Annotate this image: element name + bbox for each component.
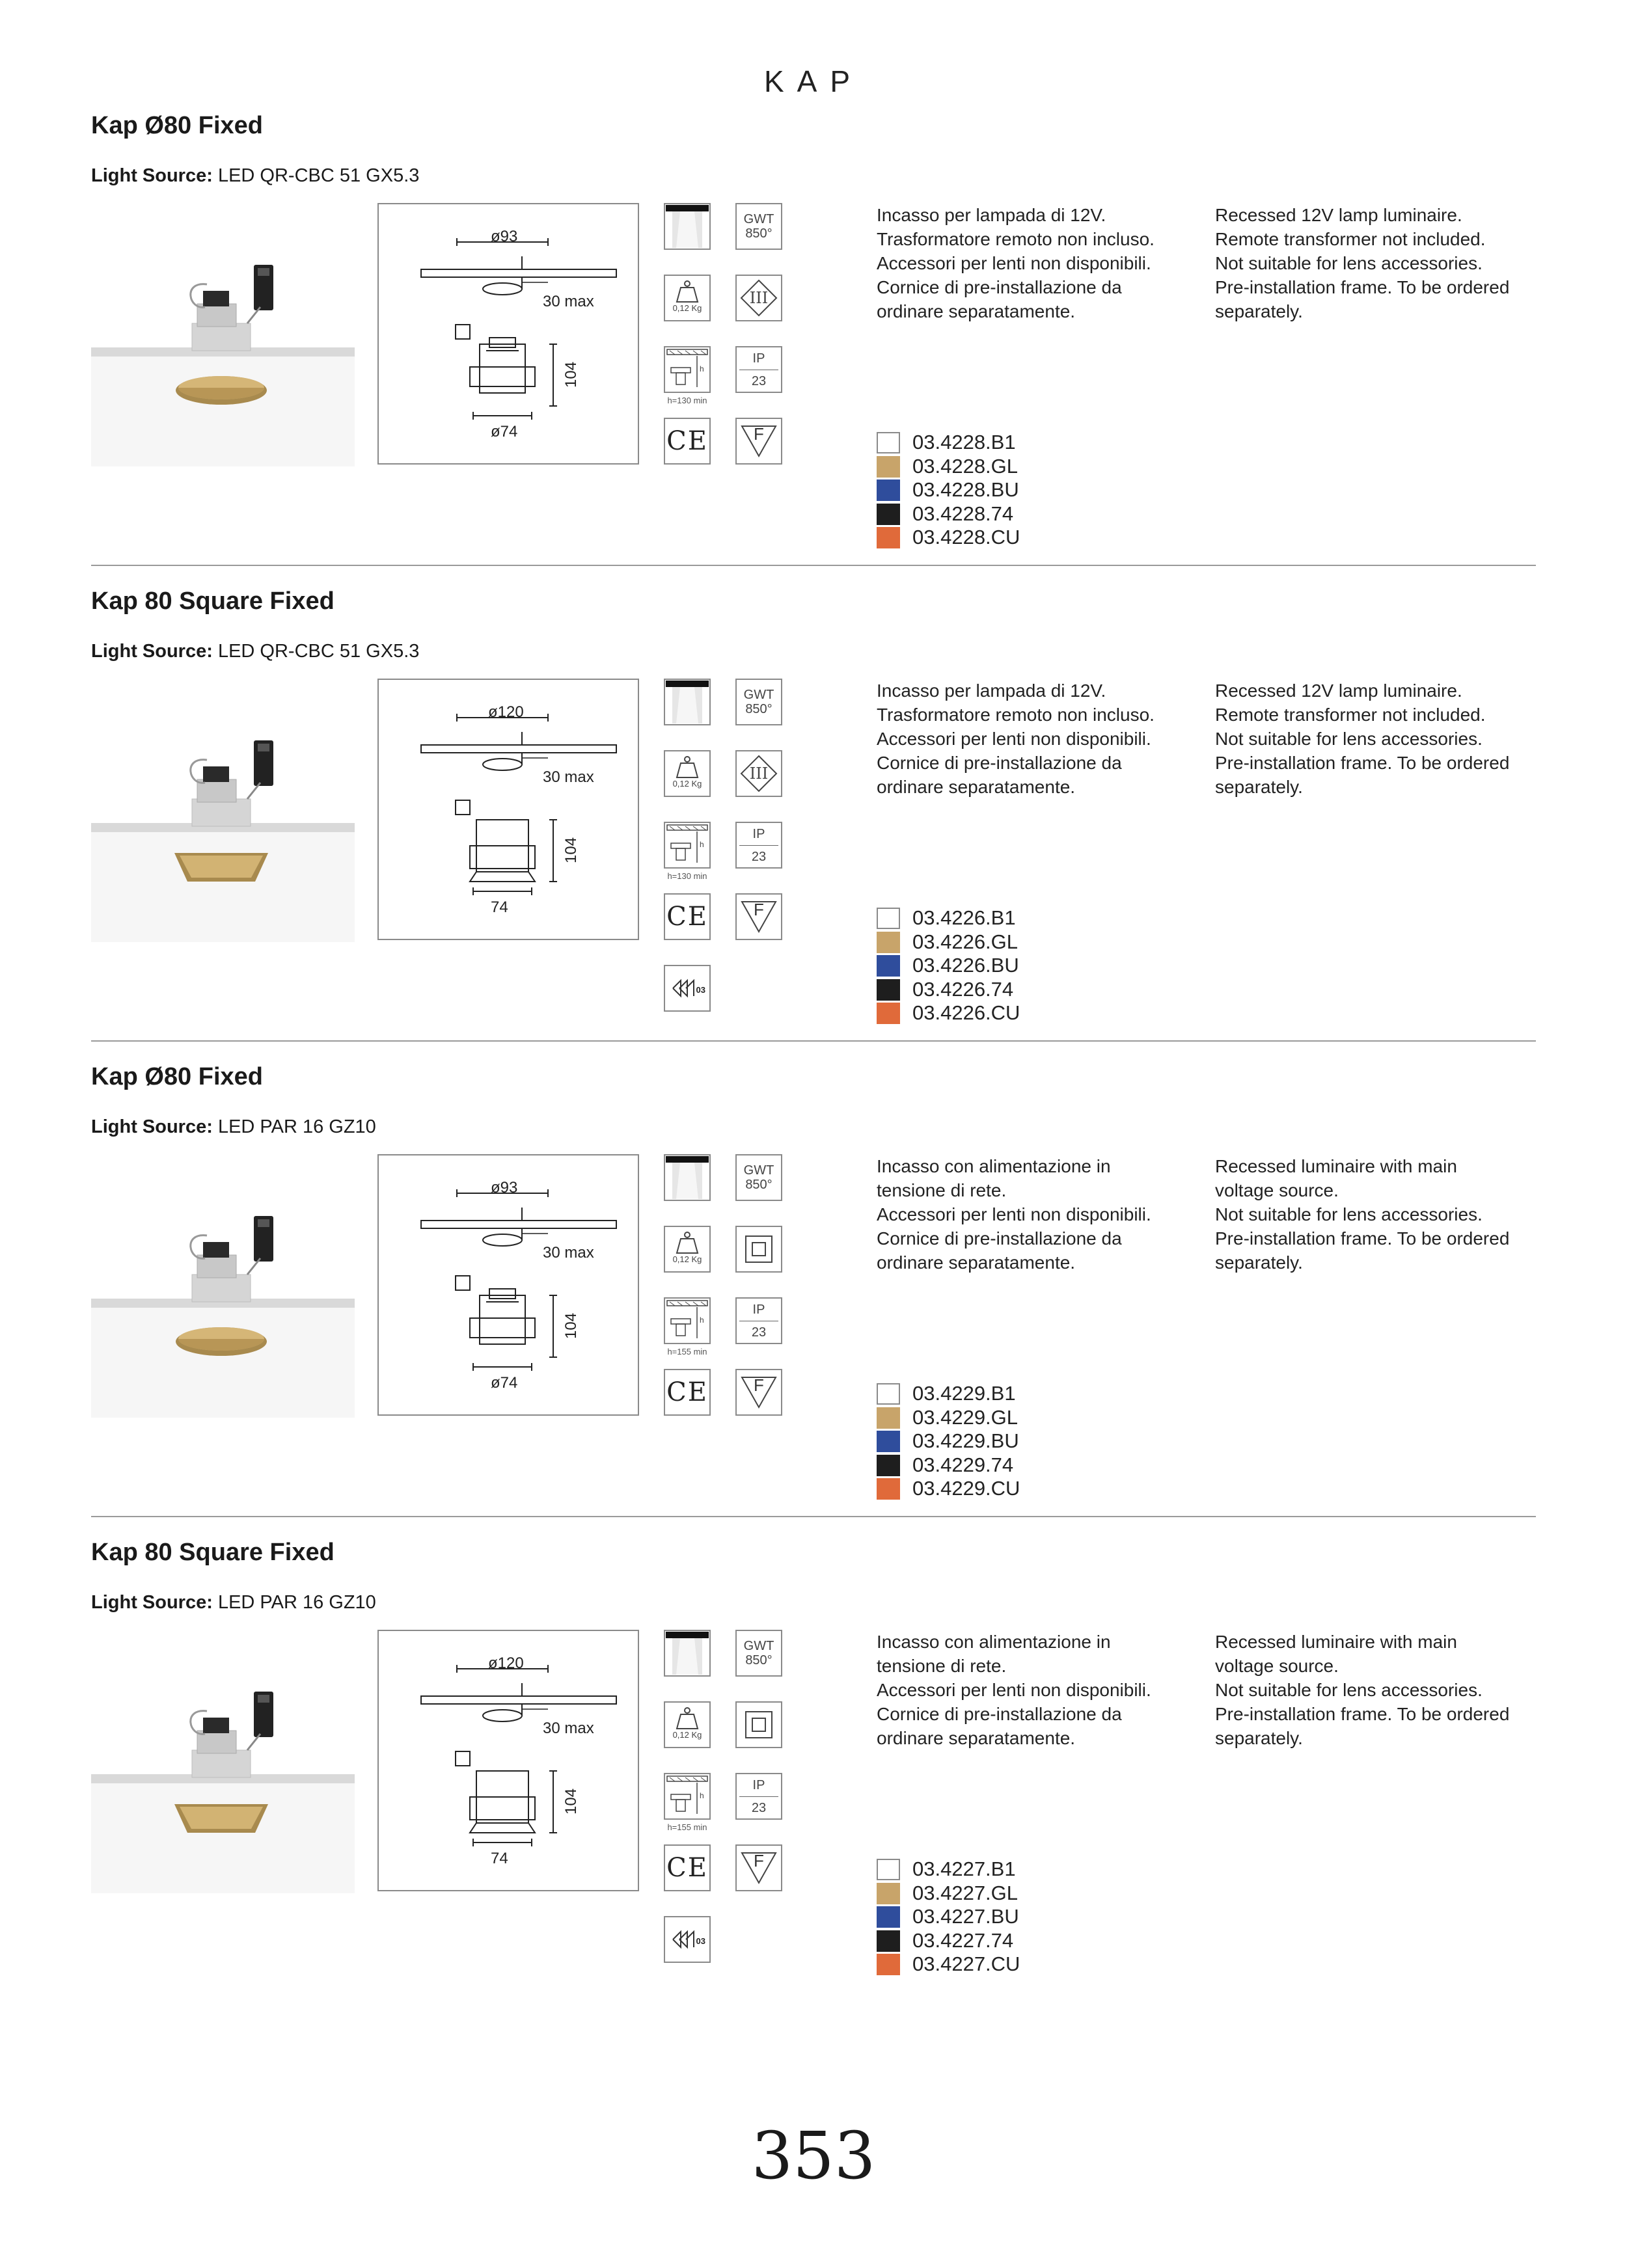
ip-label: IP <box>752 826 765 841</box>
ip-label: IP <box>752 351 765 366</box>
product-section <box>91 112 1536 587</box>
finish-swatch <box>877 932 900 953</box>
gwt-label: GWT <box>743 212 774 226</box>
technical-drawing <box>377 1630 639 1891</box>
svg-text:h: h <box>700 364 704 373</box>
finish-code: 03.4229.74 <box>912 1453 1014 1476</box>
weight-value: 0,12 Kg <box>672 779 702 789</box>
weight-icon <box>664 275 711 321</box>
ce-label: CE <box>666 1377 708 1407</box>
light-source <box>91 641 419 662</box>
finish-swatch <box>877 1455 900 1476</box>
finish-swatch <box>877 432 900 453</box>
light-source-label: Light Source: <box>91 641 213 662</box>
finish-code: 03.4226.74 <box>912 977 1014 1001</box>
gwt-temp: 850° <box>745 702 772 716</box>
gwt-temp: 850° <box>745 1178 772 1192</box>
f-label: F <box>754 424 764 444</box>
installation-height-icon <box>664 1297 711 1344</box>
finish-code: 03.4227.BU <box>912 1905 1019 1928</box>
light-source <box>91 1116 376 1138</box>
dim-height: 104 <box>562 361 580 388</box>
dim-bottom: ø74 <box>491 423 518 440</box>
product-title: Kap 80 Square Fixed <box>91 1539 335 1566</box>
description-italian: Incasso con alimentazione in tensione di rete. Accessori per lenti non disponibili. Cornice di pre-installazione da ordinare separatamente. <box>877 1156 1151 1273</box>
gwt-label: GWT <box>743 1163 774 1178</box>
dim-height: 104 <box>562 837 580 863</box>
beam-icon <box>664 203 711 250</box>
product-photo <box>91 1154 355 1418</box>
dim-top: ø93 <box>491 228 518 245</box>
finish-swatch <box>877 527 900 548</box>
finish-swatch <box>877 1883 900 1904</box>
weight-value: 0,12 Kg <box>672 303 702 313</box>
light-source <box>91 165 419 187</box>
dim-top: ø120 <box>488 1654 524 1672</box>
ip-rating-icon <box>735 346 782 393</box>
recycling-icon <box>664 1916 711 1963</box>
product-photo <box>91 203 355 466</box>
finish-code: 03.4228.B1 <box>912 431 1016 453</box>
class-label: III <box>749 289 769 307</box>
finish-swatch <box>877 1407 900 1429</box>
finish-code: 03.4227.GL <box>912 1881 1019 1904</box>
finish-swatch <box>877 1859 900 1880</box>
finish-code: 03.4226.BU <box>912 954 1019 977</box>
installation-height-icon <box>664 346 711 393</box>
beam-icon <box>664 1154 711 1201</box>
product-title: Kap Ø80 Fixed <box>91 112 263 139</box>
finish-swatch <box>877 908 900 929</box>
finish-code: 03.4227.CU <box>912 1952 1020 1975</box>
ip-value: 23 <box>739 370 778 388</box>
light-source-value: LED QR-CBC 51 GX5.3 <box>217 165 420 186</box>
light-source-value: LED PAR 16 GZ10 <box>217 1116 376 1137</box>
finish-code: 03.4228.BU <box>912 478 1019 501</box>
finish-code: 03.4228.74 <box>912 502 1014 525</box>
weight-icon <box>664 750 711 797</box>
min-height-caption: h=130 min <box>667 871 707 881</box>
brand-title: KAP <box>763 64 864 98</box>
description-italian: Incasso per lampada di 12V. Trasformatore remoto non incluso. Accessori per lenti non disponibili. Cornice di pre-installazione da ordinare separatamente. <box>877 681 1155 797</box>
product-title: Kap Ø80 Fixed <box>91 1063 263 1090</box>
gwt-icon <box>735 203 782 250</box>
dim-depth: 30 max <box>543 1244 594 1262</box>
dim-bottom: ø74 <box>491 1374 518 1392</box>
min-height-caption: h=155 min <box>667 1347 707 1357</box>
dim-depth: 30 max <box>543 768 594 786</box>
double-insulation-icon <box>735 1701 782 1748</box>
description-english: Recessed luminaire with main voltage source. Not suitable for lens accessories. Pre-installation frame. To be ordered separately. <box>1215 1632 1510 1748</box>
weight-value: 0,12 Kg <box>672 1254 702 1264</box>
product-section <box>91 1063 1536 1538</box>
ce-label: CE <box>666 902 708 932</box>
dim-top: ø93 <box>491 1179 518 1196</box>
finish-swatch <box>877 1383 900 1405</box>
technical-drawing <box>377 1154 639 1416</box>
description-english: Recessed luminaire with main voltage source. Not suitable for lens accessories. Pre-installation frame. To be ordered separately. <box>1215 1156 1510 1273</box>
section-divider <box>91 565 1536 566</box>
min-height-caption: h=155 min <box>667 1822 707 1832</box>
product-section <box>91 1539 1536 2014</box>
description-italian: Incasso con alimentazione in tensione di rete. Accessori per lenti non disponibili. Cornice di pre-installazione da ordinare separatamente. <box>877 1632 1151 1748</box>
weight-icon <box>664 1701 711 1748</box>
recycling-icon <box>664 965 711 1012</box>
description-italian: Incasso per lampada di 12V. Trasformatore remoto non incluso. Accessori per lenti non disponibili. Cornice di pre-installazione da ordinare separatamente. <box>877 205 1155 321</box>
finish-swatch <box>877 1906 900 1928</box>
finish-code: 03.4226.CU <box>912 1001 1020 1024</box>
finish-code: 03.4226.B1 <box>912 906 1016 929</box>
finish-swatch <box>877 1003 900 1024</box>
ce-mark-icon <box>664 1369 711 1416</box>
gwt-label: GWT <box>743 688 774 702</box>
gwt-icon <box>735 1630 782 1677</box>
gwt-temp: 850° <box>745 226 772 241</box>
finish-swatch <box>877 1478 900 1500</box>
class-label: III <box>749 764 769 783</box>
installation-height-icon <box>664 1773 711 1820</box>
finish-code: 03.4226.GL <box>912 930 1019 953</box>
finish-swatch <box>877 955 900 977</box>
beam-icon <box>664 679 711 725</box>
ce-mark-icon <box>664 418 711 465</box>
product-photo <box>91 1630 355 1893</box>
section-divider <box>91 1516 1536 1517</box>
light-source-label: Light Source: <box>91 1116 213 1137</box>
finish-swatch <box>877 1930 900 1952</box>
light-source-value: LED QR-CBC 51 GX5.3 <box>217 641 420 662</box>
recycling-label: 03 <box>696 985 705 995</box>
dim-height: 104 <box>562 1788 580 1815</box>
ip-rating-icon <box>735 1297 782 1344</box>
light-source <box>91 1592 376 1613</box>
dim-bottom: 74 <box>491 898 508 916</box>
product-photo <box>91 679 355 942</box>
finish-code: 03.4229.GL <box>912 1405 1019 1429</box>
beam-icon <box>664 1630 711 1677</box>
double-insulation-icon <box>735 1226 782 1273</box>
class-iii-icon <box>735 275 782 321</box>
ip-label: IP <box>752 1777 765 1792</box>
weight-value: 0,12 Kg <box>672 1730 702 1740</box>
ip-value: 23 <box>739 845 778 864</box>
ce-label: CE <box>666 1853 708 1883</box>
dim-depth: 30 max <box>543 1720 594 1737</box>
f-label: F <box>754 1851 764 1870</box>
ip-rating-icon <box>735 1773 782 1820</box>
gwt-temp: 850° <box>745 1653 772 1667</box>
f-mark-icon <box>735 1369 782 1416</box>
finish-swatch <box>877 456 900 478</box>
f-mark-icon <box>735 893 782 940</box>
dim-depth: 30 max <box>543 293 594 310</box>
f-mark-icon <box>735 418 782 465</box>
finish-code: 03.4228.GL <box>912 454 1019 478</box>
section-divider <box>91 1040 1536 1042</box>
recycling-label: 03 <box>696 1936 705 1946</box>
finish-code: 03.4228.CU <box>912 526 1020 548</box>
description-english: Recessed 12V lamp luminaire. Remote transformer not included. Not suitable for lens accessories. Pre-installation frame. To be ordered separately. <box>1215 681 1510 797</box>
product-section <box>91 587 1536 1062</box>
ip-value: 23 <box>739 1321 778 1340</box>
f-label: F <box>754 900 764 919</box>
ce-label: CE <box>666 426 708 456</box>
finish-swatch <box>877 1954 900 1975</box>
ip-value: 23 <box>739 1796 778 1815</box>
class-iii-icon <box>735 750 782 797</box>
ip-rating-icon <box>735 822 782 869</box>
f-label: F <box>754 1375 764 1395</box>
installation-height-icon <box>664 822 711 869</box>
finish-code: 03.4227.74 <box>912 1928 1014 1952</box>
gwt-icon <box>735 679 782 725</box>
light-source-label: Light Source: <box>91 165 213 186</box>
dim-bottom: 74 <box>491 1850 508 1867</box>
page-number: 353 <box>751 2118 876 2194</box>
svg-text:h: h <box>700 1791 704 1800</box>
finish-code: 03.4227.B1 <box>912 1857 1016 1880</box>
f-mark-icon <box>735 1844 782 1891</box>
finish-code: 03.4229.CU <box>912 1477 1020 1500</box>
finish-swatch <box>877 1431 900 1452</box>
light-source-label: Light Source: <box>91 1592 213 1613</box>
finish-code: 03.4229.B1 <box>912 1382 1016 1405</box>
min-height-caption: h=130 min <box>667 396 707 405</box>
description-english: Recessed 12V lamp luminaire. Remote transformer not included. Not suitable for lens accessories. Pre-installation frame. To be ordered separately. <box>1215 205 1510 321</box>
gwt-icon <box>735 1154 782 1201</box>
technical-drawing <box>377 203 639 465</box>
light-source-value: LED PAR 16 GZ10 <box>217 1592 376 1613</box>
dim-height: 104 <box>562 1312 580 1339</box>
svg-text:h: h <box>700 840 704 849</box>
finish-code: 03.4229.BU <box>912 1429 1019 1452</box>
finish-swatch <box>877 479 900 501</box>
finish-swatch <box>877 979 900 1001</box>
ip-label: IP <box>752 1302 765 1317</box>
ce-mark-icon <box>664 1844 711 1891</box>
ce-mark-icon <box>664 893 711 940</box>
gwt-label: GWT <box>743 1639 774 1653</box>
finish-swatch <box>877 504 900 525</box>
dim-top: ø120 <box>488 703 524 721</box>
weight-icon <box>664 1226 711 1273</box>
technical-drawing <box>377 679 639 940</box>
svg-text:h: h <box>700 1316 704 1325</box>
product-title: Kap 80 Square Fixed <box>91 587 335 615</box>
